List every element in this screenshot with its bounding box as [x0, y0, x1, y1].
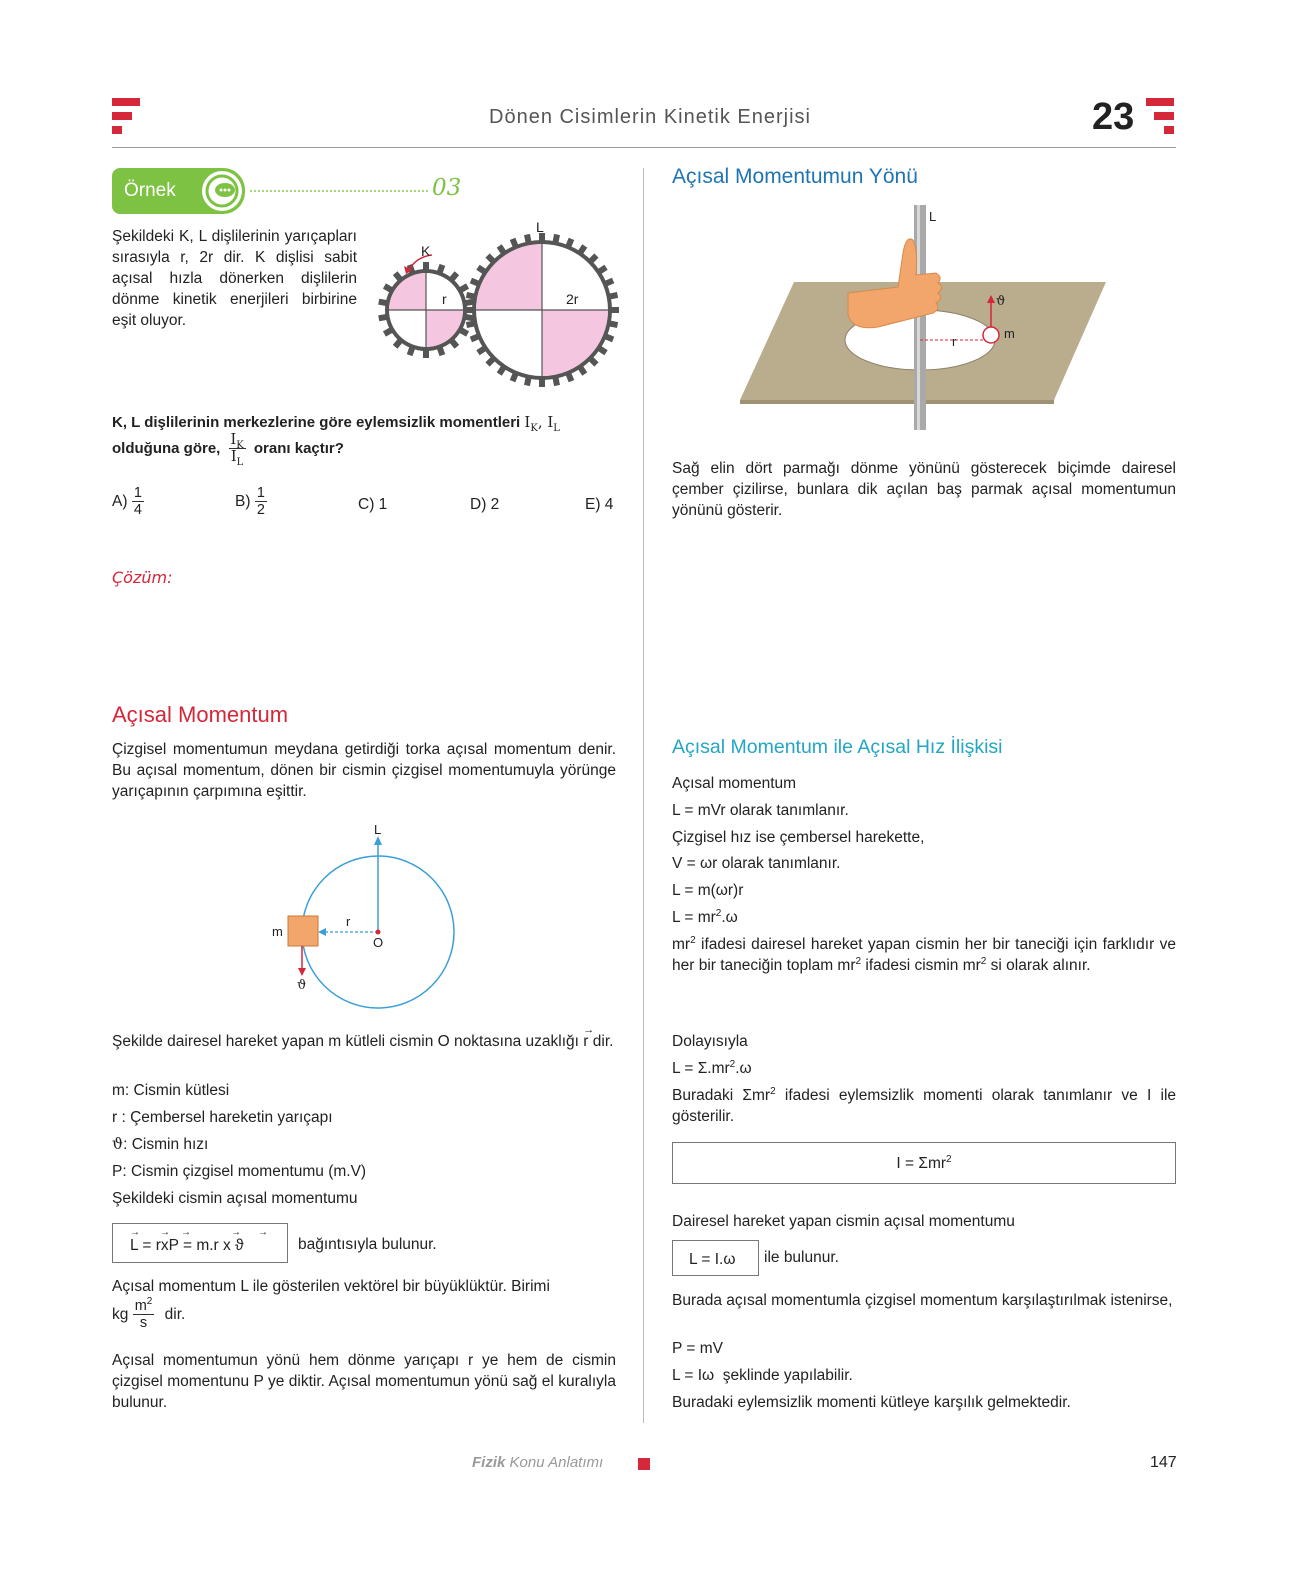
logo-left [112, 98, 142, 138]
option-e[interactable]: E) 4 [585, 496, 614, 513]
l-iw-box [672, 1240, 759, 1276]
option-a[interactable]: A) $\frac{1}{4}$ [112, 485, 142, 518]
angular-momentum-intro: Çizgisel momentumun meydana getirdiği torka açısal momentum denir. Bu açısal momentum, dönen bir cismin çizgisel momentumuyla yörünge yarıçapının çarpımına eşittir. [112, 741, 616, 800]
footer-square-icon [638, 1458, 650, 1470]
fig2-m-label: m [1004, 326, 1015, 341]
circular-momentum-text: Dairesel hareket yapan cismin açısal momentumu [672, 1213, 1015, 1230]
gear-l-radius-label: 2r [566, 291, 579, 307]
option-d[interactable]: D) 2 [470, 496, 500, 513]
relation-line-2: L = mVr olarak tanımlanır. [672, 802, 849, 819]
unit-text: Açısal momentum L ile gösterilen vektörel bir büyüklüktür. Birimi [112, 1278, 550, 1295]
fig-O-label: O [373, 935, 384, 950]
right-hand-rule-text: Sağ elin dört parmağı dönme yönünü gösterecek biçimde dairesel çember çizilirse, bunlara dik açılan baş parmak açısal momentumun yönünü gösterir. [672, 460, 1176, 519]
relation-line-1: Açısal momentum [672, 775, 797, 792]
example-badge [112, 168, 245, 214]
definition-v: ϑ: Cismin hızı [112, 1135, 209, 1153]
header-title: Dönen Cisimlerin Kinetik Enerjisi [489, 106, 811, 128]
question-text: K, L dişlilerinin merkezlerine göre eylemsizlik momentleri [112, 414, 521, 431]
sum-formula: $L = \Sigma.mr^2.\omega$ [672, 1058, 752, 1077]
ratio-fraction: $\frac{I_K}{I_L}$ [230, 432, 244, 468]
relation-line-4: V = ωr olarak tanımlanır. [672, 855, 841, 872]
definition-r: r : Çembersel hareketin yarıçapı [112, 1109, 333, 1126]
circular-motion-figure [260, 818, 480, 1018]
fig2-r-label: r [952, 334, 957, 349]
mr2-paragraph: $mr^2$ ifadesi dairesel hareket yapan cismin her bir taneciği için farklıdır ve her bir taneciğin toplam $mr^2$ ifadesi cismin $mr^2$ si olarak alınır. [672, 934, 1176, 974]
fig-v-label: ϑ [297, 978, 307, 993]
solution-label: Çözüm: [112, 568, 173, 587]
example-number: 03 [432, 175, 462, 201]
p-equation: P = mV [672, 1340, 723, 1357]
chapter-number: 23 [1092, 96, 1135, 138]
figure-statement: Şekildeki cismin açısal momentumu [112, 1190, 358, 1207]
inertia-definition: Buradaki Σmr$^2$ ifadesi eylemsizlik momenti olarak tanımlanır ve I ile gösterilir. [672, 1085, 1177, 1125]
example-dotted-line [250, 190, 428, 192]
final-statement: Buradaki eylemsizlik momenti kütleye karşılık gelmektedir. [672, 1394, 1071, 1411]
gears-figure [370, 212, 630, 392]
gear-k [378, 262, 474, 358]
gear-l-label: L [536, 219, 544, 235]
inertia-formula: I = Σmr$^2$ [896, 1153, 952, 1172]
section-title-direction: Açısal Momentumun Yönü [672, 165, 918, 188]
formula-suffix: bağıntısıyla bulunur. [298, 1236, 437, 1253]
question-line1: K, L dişlilerinin merkezlerine göre eylemsizlik momentleri $I_K$, $I_L$ [112, 413, 560, 434]
fig2-v-label: ϑ [996, 294, 1006, 309]
ik-symbol: I [524, 413, 531, 431]
section-title-relation: Açısal Momentum ile Açısal Hız İlişkisi [672, 736, 1003, 758]
fig-m-label: m [272, 924, 283, 939]
example-text: Şekildeki K, L dişlilerinin yarıçapları sırasıyla r, 2r dir. K dişlisi sabit açısal hızla dönerken dişlilerin dönme kinetik enerjileri birbirine eşit oluyor. [112, 228, 357, 329]
definition-p: P: Cismin çizgisel momentumu (m.V) [112, 1163, 367, 1180]
footer-subject: Fizik Konu Anlatımı [472, 1454, 604, 1471]
option-c[interactable]: C) 1 [358, 496, 388, 513]
l-iw-formula: L = I.ω [689, 1251, 736, 1268]
chat-icon [202, 171, 242, 211]
header-rule [112, 147, 1176, 148]
formula-box: → → → → → L = rxP = m.r x ϑ [112, 1223, 288, 1263]
distance-description: Şekilde dairesel hareket yapan m kütleli cismin O noktasına uzaklığı → r dir. [112, 1024, 614, 1050]
vector-r: → r [583, 1024, 595, 1050]
page-number: 147 [1150, 1454, 1177, 1471]
gear-k-radius-label: r [442, 291, 447, 307]
right-hand-rule-figure [738, 205, 1110, 435]
relation-line-5: L = m(ωr)r [672, 882, 744, 899]
gear-k-label: K [421, 243, 431, 259]
fig2-L-label: L [929, 209, 937, 224]
option-b[interactable]: B) $\frac{1}{2}$ [235, 485, 265, 518]
compare-text: Burada açısal momentumla çizgisel momentum karşılaştırılmak istenirse, [672, 1292, 1173, 1309]
l-equation: L = Iω şeklinde yapılabilir. [672, 1367, 853, 1384]
therefore-text: Dolayısıyla [672, 1033, 748, 1050]
example-badge-label: Örnek [124, 180, 176, 201]
section-title-angular-momentum: Açısal Momentum [112, 702, 289, 727]
relation-line-3: Çizgisel hız ise çembersel harekette, [672, 829, 925, 846]
fig-r-label: r [346, 914, 351, 929]
question-line2: olduğuna göre, $\frac{I_K}{I_L}$ oranı kaçtır? [112, 432, 344, 468]
relation-line-6: $L = mr^2.\omega$ [672, 907, 738, 926]
logo-right [1146, 98, 1176, 138]
column-divider [643, 168, 644, 1423]
fig-L-label: L [374, 822, 382, 837]
gear-l [465, 233, 619, 387]
formula-text: L = rxP = m.r x ϑ [130, 1237, 244, 1254]
unit-expression: kg $\frac{m^2}{s}$ dir. [112, 1296, 186, 1331]
l-iw-suffix: ile bulunur. [764, 1249, 839, 1266]
direction-description: Açısal momentumun yönü hem dönme yarıçapı r ye hem de cismin çizgisel momentunu P ye diktir. Açısal momentumun yönü sağ el kuralıyla bulunur. [112, 1352, 616, 1411]
inertia-formula-box [672, 1142, 1176, 1184]
definition-m: m: Cismin kütlesi [112, 1082, 230, 1099]
il-symbol: I [547, 413, 554, 431]
